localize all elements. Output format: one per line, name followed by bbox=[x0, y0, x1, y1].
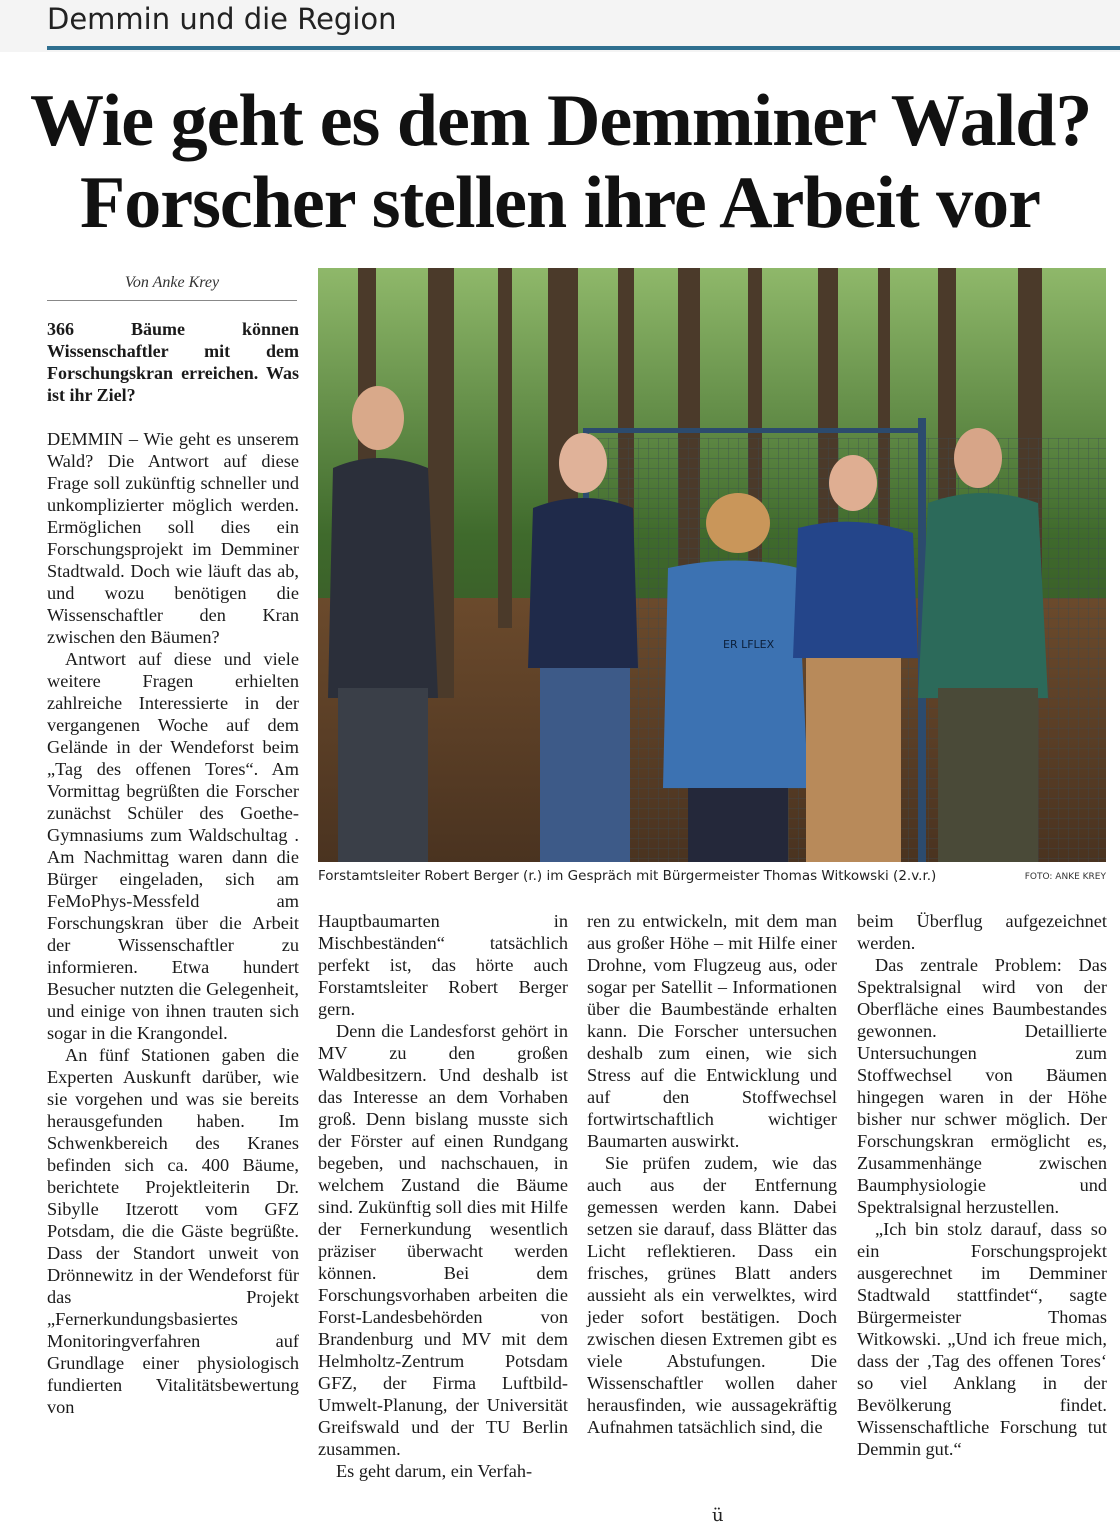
photo-credit: FOTO: ANKE KREY bbox=[1024, 872, 1106, 882]
headline bbox=[30, 80, 1090, 244]
paragraph: Hauptbaumarten in Mischbeständen“ tatsächlich perfekt ist, das hörte auch Forstamtsleiter Robert Berger gern. bbox=[318, 911, 568, 1019]
paragraph: Sie prüfen zudem, wie das auch aus der Entfernung gemessen werden kann. Dabei setzen sie darauf, dass Blätter das Licht reflektieren. Dass ein frisches, grünes Blatt anders aussieht als ein verwelktes, wird jeder sofort bestätigen. Doch zwischen diesen Extremen gibt es viele Abstufungen. Die Wissenschaftler wollen daher herausfinden, wie aussagekräftig Aufnahmen tatsächlich sind, die bbox=[587, 1153, 837, 1437]
next-article-fragment: ü bbox=[712, 1505, 724, 1526]
column-1 bbox=[47, 428, 299, 1418]
section-rule bbox=[47, 46, 1120, 50]
paragraph: beim Überflug aufgezeichnet werden. bbox=[857, 911, 1107, 953]
headline-line-1: Wie geht es dem Demminer Wald? bbox=[30, 80, 1092, 162]
paragraph: An fünf Stationen gaben die Experten Auskunft darüber, wie sie vorgehen und was sie bereits herausgefunden haben. Im Schwenkbereich des Kranes befinden sich ca. 400 Bäume, berichtete Projektleiterin Dr. Sibylle Itzerott vom GFZ Potsdam, die die Gäste begrüßte. Dass der Standort unweit von Drönnewitz in der Wendeforst für das Projekt „Fernerkundungsbasiertes Monitoringverfahren auf Grundlage einer physiologisch fundierten Vitalitätsbewertung von bbox=[47, 1045, 299, 1417]
byline-rule bbox=[47, 300, 297, 301]
byline: Von Anke Krey bbox=[124, 274, 220, 291]
forest-photo-illustration bbox=[318, 268, 1106, 862]
paragraph: Das zentrale Problem: Das Spektralsignal wird von der Oberfläche eines Baumbestandes gewonnen. Detaillierte Untersuchungen zum Stoffwechsel von Bäumen hingegen waren in der Höhe bisher nur schwer möglich. Der Forschungskran ermöglicht es, Zusammenhänge zwischen Baumphysiologie und Spektralsignal herzustellen. bbox=[857, 955, 1107, 1217]
teaser: 366 Bäume können Wissenschaftler mit dem Forschungskran erreichen. Was ist ihr Ziel? bbox=[47, 319, 299, 405]
photo-caption: Forstamtsleiter Robert Berger (r.) im Gespräch mit Bürgermeister Thomas Witkowski (2.v.r.) bbox=[318, 868, 937, 884]
paragraph: „Ich bin stolz darauf, dass so ein Forschungsprojekt ausgerechnet im Demminer Stadtwald stattfindet“, sagte Bürgermeister Thomas Witkowski. „Und ich freue mich, dass der ‚Tag des offenen Tores‘ so viel Anklang in der Bevölkerung findet. Wissenschaftliche Forschung tut Demmin gut.“ bbox=[857, 1219, 1107, 1459]
vest-text: ER LFLEX bbox=[723, 638, 775, 651]
headline-line-2: Forscher stellen ihre Arbeit vor bbox=[80, 162, 1040, 244]
paragraph: Denn die Landesforst gehört in MV zu den großen Waldbesitzern. Und deshalb ist das Interesse an dem Vorhaben groß. Denn bislang musste sich der Förster auf einen Rundgang begeben, und nachschauen, in welchem Zustand die Bäume sind. Zukünftig soll dies mit Hilfe der Fernerkundung wesentlich präziser überwacht werden können. Bei dem Forschungsvorhaben arbeiten die Forst-Landesbehörden von Brandenburg und MV mit dem Helmholtz-Zentrum Potsdam GFZ, der Firma Luftbild-Umwelt-Planung, der Universität Greifswald und der TU Berlin zusammen. bbox=[318, 1021, 568, 1459]
paragraph: Es geht darum, ein Verfah- bbox=[336, 1461, 533, 1481]
paragraph: Antwort auf diese und viele weitere Fragen erhielten zahlreiche Interessierte in der vergangenen Woche auf dem Gelände in der Wendeforst beim „Tag des offenen Tores“. Am Vormittag begrüßten die Forscher zunächst Schüler des Goethe-Gymnasiums zum Waldschultag . Am Nachmittag waren dann die Bürger eingeladen, sich am FeMoPhys-Messfeld am Forschungskran über die Arbeit der Wissenschaftler zu informieren. Etwa hundert Besucher nutzten die Gelegenheit, und einige von ihnen trauten sich sogar in die Krangondel. bbox=[47, 649, 299, 1043]
paragraph: ren zu entwickeln, mit dem man aus großer Höhe – mit Hilfe einer Drohne, vom Flugzeug aus, oder sogar per Satellit – Informationen über die Baumbestände erhalten kann. Die Forscher untersuchen deshalb zum einen, wie sich Stress auf die Entwicklung und auf den Stoffwechsel fortwirtschaftlich wichtiger Baumarten auswirkt. bbox=[587, 911, 837, 1151]
article-photo bbox=[318, 268, 1106, 862]
paragraph: DEMMIN – Wie geht es unserem Wald? Die Antwort auf diese Frage soll zukünftig schneller und unkomplizierter möglich werden. Ermöglichen soll dies ein Forschungsprojekt im Demminer Stadtwald. Doch wie läuft das ab, und wozu benötigen die Wissenschaftler den Kran zwischen den Bäumen? bbox=[47, 429, 299, 647]
column-4 bbox=[857, 910, 1107, 1460]
column-3 bbox=[587, 910, 837, 1438]
section-title: Demmin und die Region bbox=[47, 2, 397, 36]
column-2 bbox=[318, 910, 568, 1482]
